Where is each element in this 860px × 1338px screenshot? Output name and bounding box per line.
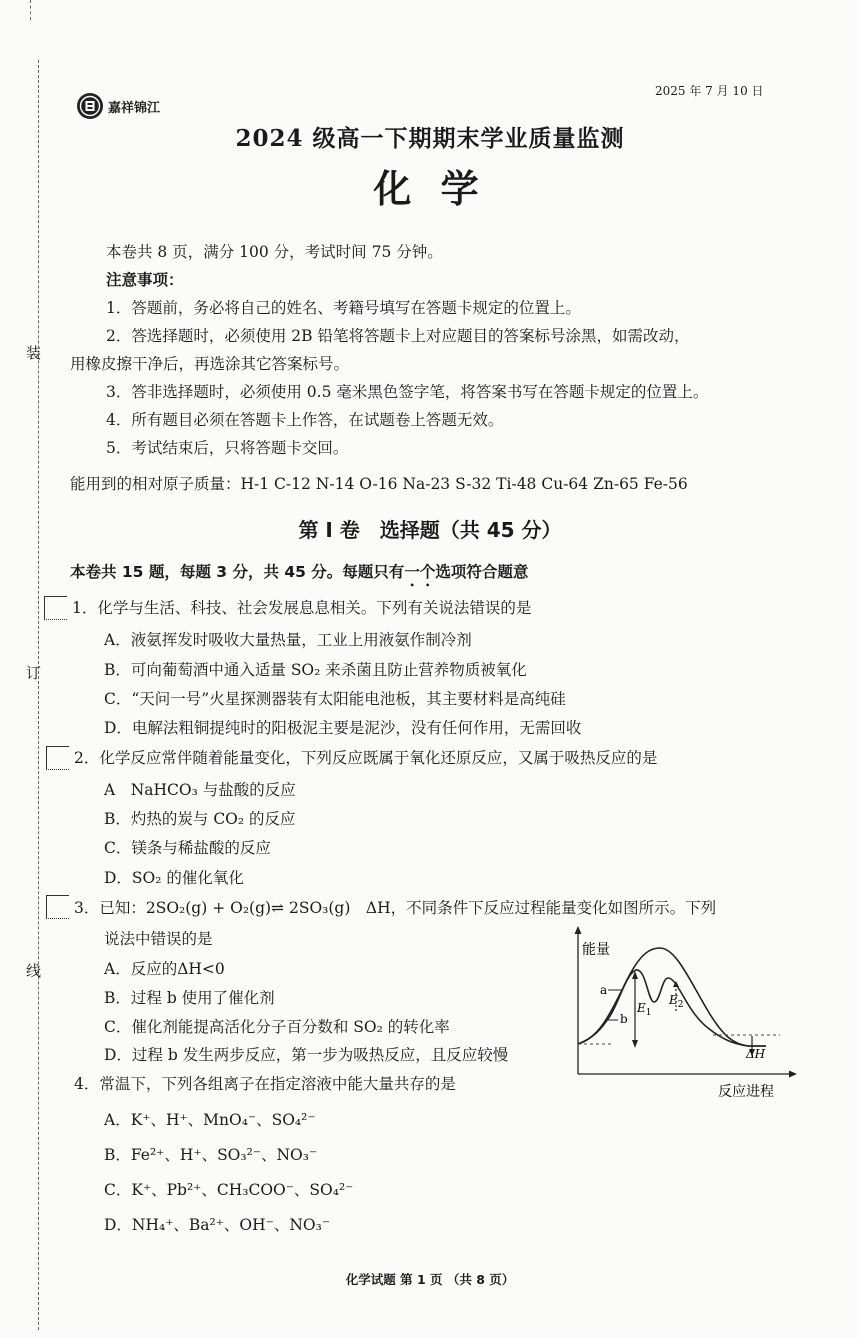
binding-char-xian: 线 xyxy=(26,962,42,980)
e1-arrow-head-bottom xyxy=(632,1040,638,1048)
atomic-masses: 能用到的相对原子质量：H-1 C-12 N-14 O-16 Na-23 S-32 Ti-48 Cu-64 Zn-65 Fe-56 xyxy=(70,475,688,493)
q4-option-d: D．NH₄⁺、Ba²⁺、OH⁻、NO₃⁻ xyxy=(104,1216,330,1234)
page-footer: 化学试题 第 1 页 （共 8 页） xyxy=(345,1272,515,1287)
notice-2: 2．答选择题时，必须使用 2B 铅笔将答题卡上对应题目的答案标号涂黑，如需改动， xyxy=(106,327,690,345)
q3-option-a: A．反应的ΔH<0 xyxy=(104,960,225,978)
q4-option-a: A．K⁺、H⁺、MnO₄⁻、SO₄²⁻ xyxy=(104,1111,316,1129)
q4-stem: 4．常温下，下列各组离子在指定溶液中能大量共存的是 xyxy=(74,1075,456,1093)
subject-title: 化 学 xyxy=(373,166,487,211)
notice-2-cont: 用橡皮擦干净后，再选涂其它答案标号。 xyxy=(70,355,350,373)
instruction-prefix: 本卷共 15 题，每题 3 分，共 45 分。每题只有 xyxy=(70,563,405,581)
paper-summary: 本卷共 8 页，满分 100 分，考试时间 75 分钟。 xyxy=(106,243,443,261)
q3-option-b: B．过程 b 使用了催化剂 xyxy=(104,989,275,1007)
section-title: 第 I 卷 选择题（共 45 分） xyxy=(298,518,562,542)
e2-symbol: E xyxy=(669,993,678,1007)
e1-label xyxy=(636,1001,652,1018)
binding-char-ding: 订 xyxy=(26,664,42,682)
answer-box-q3[interactable] xyxy=(46,895,69,919)
notice-1: 1．答题前，务必将自己的姓名、考籍号填写在答题卡规定的位置上。 xyxy=(106,299,581,317)
curve-b-label: b xyxy=(620,1012,628,1026)
q3-stem: 3．已知：2SO₂(g) + O₂(g)⇌ 2SO₃(g) ΔH，不同条件下反应过程能量变化如图所示。下列 xyxy=(74,899,717,917)
x-axis-label: 反应进程 xyxy=(718,1084,774,1100)
y-axis-label: 能量 xyxy=(582,942,610,958)
answer-box-q2[interactable] xyxy=(46,746,69,770)
logo-text: 嘉祥锦江 xyxy=(108,101,161,116)
q2-stem: 2．化学反应常伴随着能量变化，下列反应既属于氧化还原反应，又属于吸热反应的是 xyxy=(74,749,658,767)
dh-label: ΔH xyxy=(746,1047,766,1061)
q4-option-c: C．K⁺、Pb²⁺、CH₃COO⁻、SO₄²⁻ xyxy=(104,1181,354,1199)
q3-option-c: C．催化剂能提高活化分子百分数和 SO₂ 的转化率 xyxy=(104,1018,450,1036)
q1-option-c: C．“天问一号”火星探测器装有太阳能电池板，其主要材料是高纯硅 xyxy=(104,690,566,708)
e2-label xyxy=(668,993,684,1010)
notice-3: 3．答非选择题时，必须使用 0.5 毫米黑色签字笔，将答案书写在答题卡规定的位置上。 xyxy=(106,383,709,401)
curve-a-label: a xyxy=(600,983,608,997)
notice-title: 注意事项： xyxy=(106,271,184,289)
x-axis-arrow xyxy=(789,1071,797,1078)
q3-stem-cont: 说法中错误的是 xyxy=(104,930,213,948)
q2-option-c: C．镁条与稀盐酸的反应 xyxy=(104,839,271,857)
instruction-suffix: 选项符合题意 xyxy=(435,563,529,581)
exam-title: 2024 级高一下期期末学业质量监测 xyxy=(235,125,625,152)
binding-char-zhuang: 装 xyxy=(26,344,42,362)
e2-subscript: 2 xyxy=(677,1000,684,1010)
q2-option-d: D．SO₂ 的催化氧化 xyxy=(104,869,244,887)
binding-line xyxy=(38,60,39,1330)
y-axis-arrow xyxy=(575,926,582,934)
answer-box-q1[interactable] xyxy=(44,596,67,620)
q1-stem: 1．化学与生活、科技、社会发展息息相关。下列有关说法错误的是 xyxy=(72,599,532,617)
q2-option-b: B．灼热的炭与 CO₂ 的反应 xyxy=(104,810,296,828)
section-instruction xyxy=(70,562,528,590)
q1-option-a: A．液氨挥发时吸收大量热量，工业上用液氨作制冷剂 xyxy=(104,631,472,649)
instruction-emphasis: 一个 xyxy=(404,563,436,581)
binding-line-top xyxy=(30,0,31,20)
energy-diagram xyxy=(568,926,798,1101)
q1-option-b: B．可向葡萄酒中通入适量 SO₂ 来杀菌且防止营养物质被氧化 xyxy=(104,661,527,679)
notice-4: 4．所有题目必须在答题卡上作答，在试题卷上答题无效。 xyxy=(106,411,504,429)
q2-option-a: A NaHCO₃ 与盐酸的反应 xyxy=(104,781,296,799)
exam-date: 2025 年 7 月 10 日 xyxy=(655,84,764,98)
q3-option-d: D．过程 b 发生两步反应，第一步为吸热反应，且反应较慢 xyxy=(104,1046,509,1064)
q4-option-b: B．Fe²⁺、H⁺、SO₃²⁻、NO₃⁻ xyxy=(104,1146,318,1164)
notice-5: 5．考试结束后，只将答题卡交回。 xyxy=(106,439,349,457)
q1-option-d: D．电解法粗铜提纯时的阳极泥主要是泥沙，没有任何作用，无需回收 xyxy=(104,719,582,737)
e1-symbol: E xyxy=(637,1001,646,1015)
e1-subscript: 1 xyxy=(645,1008,652,1018)
